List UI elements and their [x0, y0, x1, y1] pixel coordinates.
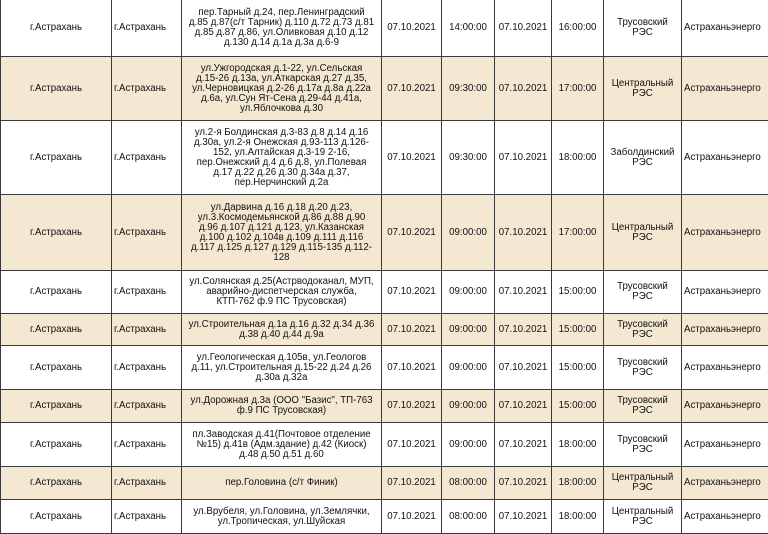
start-date-cell: 07.10.2021 — [382, 467, 442, 500]
end-time-cell: 18:00:00 — [552, 500, 604, 534]
organization-cell: Астраханьэнерго — [682, 0, 768, 57]
res-cell: Центральный РЭС — [604, 467, 682, 500]
address-cell — [182, 500, 382, 534]
start-time-cell: 09:00:00 — [442, 390, 495, 423]
address-line: пл.Заводская д.41(Почтовое отделение — [184, 430, 379, 440]
address-line: пер.Онежский д.4 д.6 д.8, ул.Полевая — [184, 158, 379, 168]
address-cell — [182, 467, 382, 500]
settlement-cell: г.Астрахань — [112, 195, 182, 271]
table-row — [1, 467, 768, 500]
res-cell: Центральный РЭС — [604, 195, 682, 271]
table-row — [1, 390, 768, 423]
start-date-cell: 07.10.2021 — [382, 57, 442, 121]
start-date-cell: 07.10.2021 — [382, 195, 442, 271]
address-line: д.117 д.125 д.127 д.129 д.115-135 д.112- — [184, 243, 379, 253]
address-line: ул.Врубеля, ул.Головина, ул.Землячки, — [184, 507, 379, 517]
address-cell — [182, 271, 382, 314]
end-time-cell: 18:00:00 — [552, 423, 604, 467]
address-line: ул.2-я Болдинская д.3-83 д.8 д.14 д.16 — [184, 128, 379, 138]
settlement-cell: г.Астрахань — [112, 467, 182, 500]
end-date-cell: 07.10.2021 — [495, 121, 552, 195]
end-time-cell: 18:00:00 — [552, 121, 604, 195]
end-date-cell: 07.10.2021 — [495, 423, 552, 467]
start-date-cell: 07.10.2021 — [382, 271, 442, 314]
end-time-cell: 16:00:00 — [552, 0, 604, 57]
res-cell: Трусовский РЭС — [604, 314, 682, 346]
address-line: ул.Яблочкова д.30 — [184, 104, 379, 114]
end-date-cell: 07.10.2021 — [495, 271, 552, 314]
settlement-cell: г.Астрахань — [112, 0, 182, 57]
start-time-cell: 09:30:00 — [442, 57, 495, 121]
address-line: д.48 д.50 д.51 д.60 — [184, 450, 379, 460]
res-cell: Трусовский РЭС — [604, 0, 682, 57]
end-time-cell: 15:00:00 — [552, 314, 604, 346]
settlement-cell: г.Астрахань — [112, 423, 182, 467]
city-cell: г.Астрахань — [1, 467, 112, 500]
end-date-cell: 07.10.2021 — [495, 467, 552, 500]
res-cell: Заболдинский РЭС — [604, 121, 682, 195]
end-date-cell: 07.10.2021 — [495, 346, 552, 390]
res-cell: Трусовский РЭС — [604, 423, 682, 467]
address-line: д.11, ул.Строительная д.15-22 д.24 д.26 — [184, 363, 379, 373]
start-time-cell: 09:00:00 — [442, 195, 495, 271]
address-line: пер.Головина (с/т Финик) — [184, 478, 379, 488]
table-row — [1, 346, 768, 390]
address-line: д.85 д.87 д.86, ул.Оливковая д.10 д.12 — [184, 28, 379, 38]
address-line: КТП-762 ф.9 ПС Трусовская) — [184, 297, 379, 307]
organization-cell: Астраханьэнерго — [682, 423, 768, 467]
city-cell: г.Астрахань — [1, 500, 112, 534]
address-line: 128 — [184, 253, 379, 263]
address-line: пер.Тарный д.24, пер.Ленинградский — [184, 8, 379, 18]
address-line: д.6а, ул.Сун Ят-Сена д.29-44 д.41а, — [184, 94, 379, 104]
end-time-cell: 15:00:00 — [552, 390, 604, 423]
start-time-cell: 09:00:00 — [442, 423, 495, 467]
organization-cell: Астраханьэнерго — [682, 346, 768, 390]
address-line: 152, ул.Алтайская д.3-19 2-16, — [184, 148, 379, 158]
address-line: ул.Строительная д.1а д.16 д.32 д.34 д.36 — [184, 320, 379, 330]
organization-cell: Астраханьэнерго — [682, 121, 768, 195]
city-cell: г.Астрахань — [1, 271, 112, 314]
start-date-cell: 07.10.2021 — [382, 423, 442, 467]
city-cell: г.Астрахань — [1, 57, 112, 121]
address-line: №15) д.41в (Адм.здание) д.42 (Киоск) — [184, 440, 379, 450]
organization-cell: Астраханьэнерго — [682, 195, 768, 271]
city-cell: г.Астрахань — [1, 423, 112, 467]
address-line: д.30а, ул.2-я Онежская д.93-113 д.126- — [184, 138, 379, 148]
address-line: ул.Дорожная д.3а (ООО "Базис", ТП-763 — [184, 396, 379, 406]
city-cell: г.Астрахань — [1, 195, 112, 271]
start-time-cell: 09:00:00 — [442, 271, 495, 314]
address-cell — [182, 346, 382, 390]
start-date-cell: 07.10.2021 — [382, 314, 442, 346]
address-line: ул.Дарвина д.16 д.18 д.20 д.23, — [184, 203, 379, 213]
table-row — [1, 271, 768, 314]
start-time-cell: 14:00:00 — [442, 0, 495, 57]
end-date-cell: 07.10.2021 — [495, 390, 552, 423]
address-line: д.38 д.40 д.44 д.9а — [184, 330, 379, 340]
start-time-cell: 09:00:00 — [442, 314, 495, 346]
organization-cell: Астраханьэнерго — [682, 271, 768, 314]
start-time-cell: 08:00:00 — [442, 467, 495, 500]
settlement-cell: г.Астрахань — [112, 390, 182, 423]
res-cell: Трусовский РЭС — [604, 271, 682, 314]
end-time-cell: 15:00:00 — [552, 271, 604, 314]
end-time-cell: 15:00:00 — [552, 346, 604, 390]
settlement-cell: г.Астрахань — [112, 314, 182, 346]
address-cell — [182, 423, 382, 467]
address-cell — [182, 314, 382, 346]
address-line: ул.Тропическая, ул.Шуйская — [184, 517, 379, 527]
settlement-cell: г.Астрахань — [112, 271, 182, 314]
organization-cell: Астраханьэнерго — [682, 57, 768, 121]
end-date-cell: 07.10.2021 — [495, 0, 552, 57]
settlement-cell: г.Астрахань — [112, 57, 182, 121]
res-cell: Центральный РЭС — [604, 500, 682, 534]
address-line: д.96 д.107 д.121 д.123, ул.Казанская — [184, 223, 379, 233]
address-line: д.100 д.102 д.104в д.109 д.111 д.116 — [184, 233, 379, 243]
res-cell: Трусовский РЭС — [604, 346, 682, 390]
address-line: ул.Ужгородская д.1-22, ул.Сельская — [184, 64, 379, 74]
city-cell: г.Астрахань — [1, 0, 112, 57]
address-line: д.17 д.22 д.26 д.30 д.34а д.37, — [184, 168, 379, 178]
end-date-cell: 07.10.2021 — [495, 57, 552, 121]
start-date-cell: 07.10.2021 — [382, 121, 442, 195]
address-line: пер.Нерчинский д.2а — [184, 178, 379, 188]
table-row — [1, 121, 768, 195]
address-line: д.15-26 д.13а, ул.Аткарская д.27 д.35, — [184, 74, 379, 84]
city-cell: г.Астрахань — [1, 390, 112, 423]
start-time-cell: 09:30:00 — [442, 121, 495, 195]
res-cell: Трусовский РЭС — [604, 390, 682, 423]
address-line: д.130 д.14 д.1а д.3а д.6-9 — [184, 38, 379, 48]
end-date-cell: 07.10.2021 — [495, 314, 552, 346]
organization-cell: Астраханьэнерго — [682, 467, 768, 500]
organization-cell: Астраханьэнерго — [682, 314, 768, 346]
address-line: ул.Геологическая д.105в, ул.Геологов — [184, 353, 379, 363]
start-time-cell: 09:00:00 — [442, 346, 495, 390]
address-line: ул.Солянская д.25(Астрводоканал, МУП, — [184, 277, 379, 287]
address-line: д.85 д.87(с/т Тарник) д.110 д.72 д.73 д.81 — [184, 18, 379, 28]
end-date-cell: 07.10.2021 — [495, 500, 552, 534]
table-row — [1, 195, 768, 271]
address-cell — [182, 195, 382, 271]
city-cell: г.Астрахань — [1, 121, 112, 195]
address-line: ф.9 ПС Трусовская) — [184, 406, 379, 416]
start-time-cell: 08:00:00 — [442, 500, 495, 534]
address-cell — [182, 0, 382, 57]
start-date-cell: 07.10.2021 — [382, 390, 442, 423]
address-line: ул.3.Космодемьянской д.86 д.88 д.90 — [184, 213, 379, 223]
organization-cell: Астраханьэнерго — [682, 390, 768, 423]
table-row — [1, 57, 768, 121]
settlement-cell: г.Астрахань — [112, 121, 182, 195]
table-row — [1, 314, 768, 346]
end-time-cell: 18:00:00 — [552, 467, 604, 500]
end-time-cell: 17:00:00 — [552, 57, 604, 121]
table-row — [1, 0, 768, 57]
address-cell — [182, 121, 382, 195]
organization-cell: Астраханьэнерго — [682, 500, 768, 534]
outage-table-body — [1, 0, 768, 534]
end-date-cell: 07.10.2021 — [495, 195, 552, 271]
address-line: аварийно-диспетчерская служба, — [184, 287, 379, 297]
res-cell: Центральный РЭС — [604, 57, 682, 121]
start-date-cell: 07.10.2021 — [382, 0, 442, 57]
address-line: ул.Черновицкая д.2-26 д.17а д.8а д.22а — [184, 84, 379, 94]
start-date-cell: 07.10.2021 — [382, 500, 442, 534]
start-date-cell: 07.10.2021 — [382, 346, 442, 390]
settlement-cell: г.Астрахань — [112, 346, 182, 390]
table-row — [1, 500, 768, 534]
table-row — [1, 423, 768, 467]
city-cell: г.Астрахань — [1, 346, 112, 390]
address-line: д.30а д.32а — [184, 373, 379, 383]
address-cell — [182, 390, 382, 423]
settlement-cell: г.Астрахань — [112, 500, 182, 534]
end-time-cell: 17:00:00 — [552, 195, 604, 271]
address-cell — [182, 57, 382, 121]
city-cell: г.Астрахань — [1, 314, 112, 346]
